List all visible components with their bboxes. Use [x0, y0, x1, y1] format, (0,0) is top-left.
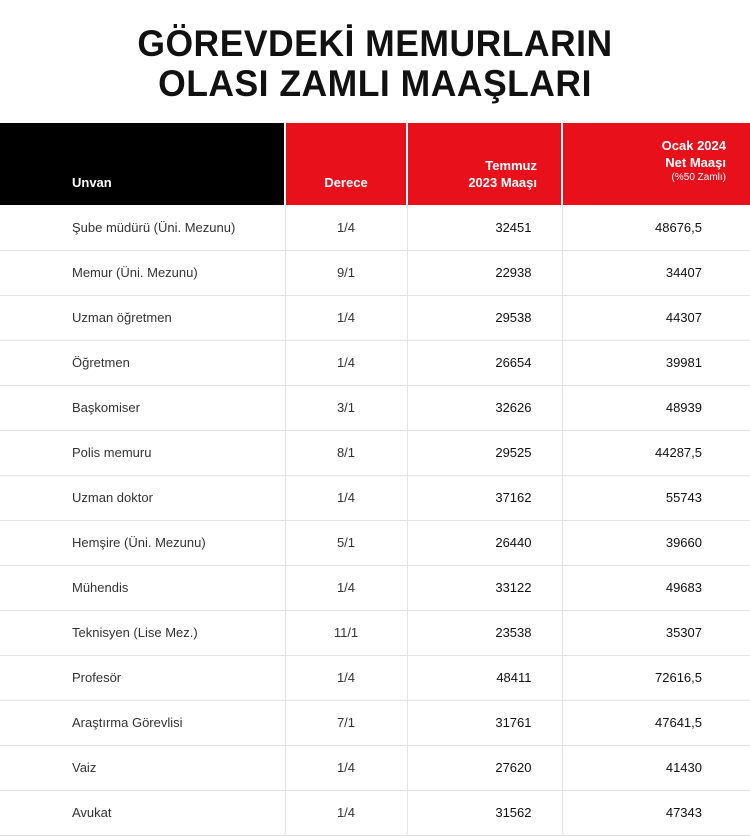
table-row	[0, 205, 750, 250]
cell-unvan: Vaiz	[0, 745, 285, 790]
cell-ocak-2024: 35307	[562, 610, 750, 655]
cell-derece: 9/1	[285, 250, 407, 295]
table-row	[0, 520, 750, 565]
cell-ocak-2024: 44307	[562, 295, 750, 340]
cell-ocak-2024: 41430	[562, 745, 750, 790]
cell-temmuz-2023: 32626	[407, 385, 562, 430]
table-body	[0, 205, 750, 835]
header-derece	[285, 123, 407, 205]
table-row	[0, 790, 750, 835]
cell-ocak-2024: 55743	[562, 475, 750, 520]
table-row	[0, 385, 750, 430]
cell-ocak-2024: 47641,5	[562, 700, 750, 745]
cell-derece: 7/1	[285, 700, 407, 745]
cell-ocak-2024: 44287,5	[562, 430, 750, 475]
cell-derece: 3/1	[285, 385, 407, 430]
cell-derece: 1/4	[285, 205, 407, 250]
table-row	[0, 250, 750, 295]
table-row	[0, 700, 750, 745]
cell-ocak-2024: 49683	[562, 565, 750, 610]
cell-temmuz-2023: 48411	[407, 655, 562, 700]
table-header	[0, 123, 750, 205]
table-row	[0, 610, 750, 655]
cell-temmuz-2023: 29525	[407, 430, 562, 475]
cell-derece: 1/4	[285, 745, 407, 790]
cell-derece: 1/4	[285, 340, 407, 385]
cell-temmuz-2023: 29538	[407, 295, 562, 340]
cell-ocak-2024: 48939	[562, 385, 750, 430]
cell-unvan: Uzman öğretmen	[0, 295, 285, 340]
cell-ocak-2024: 72616,5	[562, 655, 750, 700]
header-temmuz	[407, 123, 562, 205]
cell-ocak-2024: 47343	[562, 790, 750, 835]
header-temmuz-line1: Temmuz	[485, 158, 537, 173]
cell-temmuz-2023: 32451	[407, 205, 562, 250]
cell-derece: 1/4	[285, 565, 407, 610]
cell-derece: 1/4	[285, 790, 407, 835]
cell-unvan: Teknisyen (Lise Mez.)	[0, 610, 285, 655]
cell-temmuz-2023: 31761	[407, 700, 562, 745]
title-line-2: OLASI ZAMLI MAAŞLARI	[158, 63, 592, 104]
title-line-1: GÖREVDEKİ MEMURLARIN	[137, 23, 613, 64]
header-derece-label: Derece	[324, 175, 368, 190]
cell-derece: 11/1	[285, 610, 407, 655]
table-row	[0, 565, 750, 610]
cell-temmuz-2023: 26440	[407, 520, 562, 565]
header-ocak-line1: Ocak 2024	[661, 138, 726, 153]
cell-derece: 1/4	[285, 475, 407, 520]
cell-unvan: Avukat	[0, 790, 285, 835]
cell-unvan: Profesör	[0, 655, 285, 700]
cell-unvan: Şube müdürü (Üni. Mezunu)	[0, 205, 285, 250]
cell-temmuz-2023: 26654	[407, 340, 562, 385]
cell-ocak-2024: 39981	[562, 340, 750, 385]
header-ocak-line2: Net Maaşı	[665, 155, 726, 170]
cell-unvan: Başkomiser	[0, 385, 285, 430]
cell-unvan: Memur (Üni. Mezunu)	[0, 250, 285, 295]
cell-temmuz-2023: 31562	[407, 790, 562, 835]
cell-temmuz-2023: 33122	[407, 565, 562, 610]
header-unvan-label: Unvan	[72, 175, 112, 190]
cell-temmuz-2023: 27620	[407, 745, 562, 790]
header-temmuz-line2: 2023 Maaşı	[468, 175, 537, 190]
cell-unvan: Uzman doktor	[0, 475, 285, 520]
cell-temmuz-2023: 23538	[407, 610, 562, 655]
table-row	[0, 295, 750, 340]
cell-derece: 1/4	[285, 295, 407, 340]
cell-ocak-2024: 48676,5	[562, 205, 750, 250]
cell-temmuz-2023: 22938	[407, 250, 562, 295]
header-unvan	[0, 123, 285, 205]
cell-unvan: Öğretmen	[0, 340, 285, 385]
header-ocak-note: (%50 Zamlı)	[671, 172, 726, 183]
cell-ocak-2024: 34407	[562, 250, 750, 295]
table-row	[0, 655, 750, 700]
cell-ocak-2024: 39660	[562, 520, 750, 565]
cell-unvan: Mühendis	[0, 565, 285, 610]
cell-unvan: Hemşire (Üni. Mezunu)	[0, 520, 285, 565]
cell-derece: 1/4	[285, 655, 407, 700]
table-row	[0, 340, 750, 385]
salary-table	[0, 123, 750, 836]
cell-temmuz-2023: 37162	[407, 475, 562, 520]
page-title	[0, 0, 750, 104]
cell-derece: 8/1	[285, 430, 407, 475]
cell-unvan: Polis memuru	[0, 430, 285, 475]
table-row	[0, 430, 750, 475]
table-row	[0, 745, 750, 790]
cell-derece: 5/1	[285, 520, 407, 565]
table-row	[0, 475, 750, 520]
cell-unvan: Araştırma Görevlisi	[0, 700, 285, 745]
header-ocak	[562, 123, 750, 205]
